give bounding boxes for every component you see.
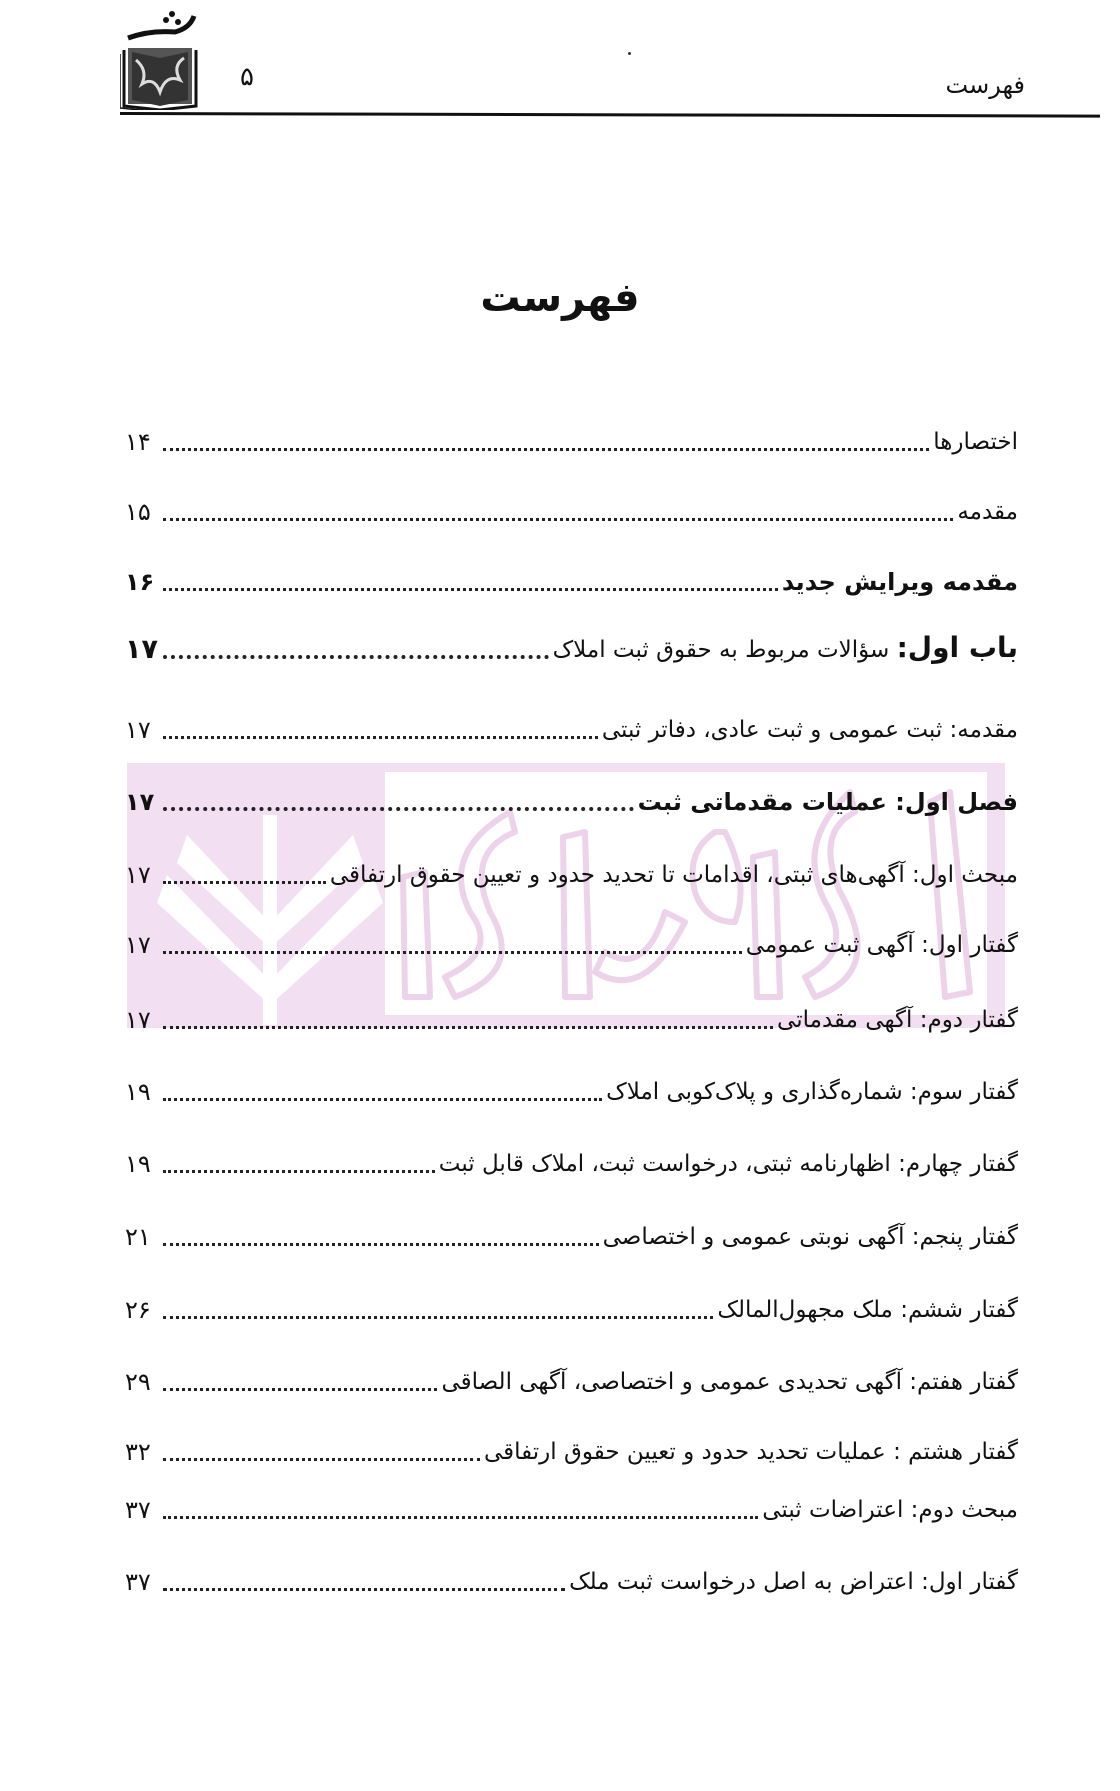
- dot-leader: [163, 1315, 713, 1319]
- toc-entry-title: گفتار اول: اعتراض به اصل درخواست ثبت ملک: [569, 1569, 1018, 1595]
- toc-entry-page: ۳۷: [125, 1496, 151, 1524]
- toc-entry[interactable]: [125, 998, 1018, 1038]
- dot-leader: [163, 880, 326, 884]
- toc-entry-title: گفتار اول: آگهی ثبت عمومی: [745, 932, 1018, 958]
- toc-entry-title: اختصارها: [933, 429, 1018, 455]
- toc-entry-page: ۱۷: [125, 788, 155, 816]
- dot-leader: [163, 1242, 599, 1246]
- dot-leader: [163, 1387, 437, 1391]
- toc-entry-page: ۱۹: [125, 1150, 151, 1178]
- toc-entry-page: ۱۹: [125, 1078, 151, 1106]
- toc-entry-page: ۳۷: [125, 1568, 151, 1596]
- toc-entry-page: ۳۲: [125, 1438, 151, 1466]
- toc-entry-title: مقدمه: ثبت عمومی و ثبت عادی، دفاتر ثبتی: [601, 717, 1018, 743]
- toc-entry[interactable]: [125, 708, 1018, 748]
- toc-entry-section[interactable]: [125, 780, 1018, 820]
- toc-entry[interactable]: [125, 1070, 1018, 1110]
- toc-entry-page: ۲۱: [125, 1223, 151, 1251]
- toc-entry-page: ۱۷: [125, 716, 151, 744]
- dot-leader: [163, 1169, 435, 1173]
- toc-entry-title: گفتار ششم: ملک مجهول‌المالک: [717, 1297, 1018, 1323]
- toc-entry[interactable]: [125, 420, 1018, 460]
- toc-entry[interactable]: [125, 1360, 1018, 1400]
- page-number: ۵: [240, 62, 254, 92]
- toc-entry-title: مبحث اول: آگهی‌های ثبتی، اقدامات تا تحدید حدود و تعیین حقوق ارتفاقی: [329, 862, 1018, 888]
- dot-leader: [163, 1097, 602, 1101]
- dot-leader: [163, 447, 929, 451]
- dot-leader: [163, 1587, 565, 1591]
- dot-leader: [163, 735, 598, 739]
- toc-entry[interactable]: [125, 1488, 1018, 1528]
- toc-entry[interactable]: [125, 1142, 1018, 1182]
- toc-entry[interactable]: [125, 1215, 1018, 1255]
- dot-leader: [163, 517, 953, 521]
- toc-entry[interactable]: [125, 1430, 1018, 1470]
- toc-entry-page: ۱۷: [125, 1006, 151, 1034]
- dot-leader: [163, 1457, 480, 1461]
- dot-leader: [163, 1025, 773, 1029]
- toc-entry-title: مقدمه ویرایش جدید: [781, 568, 1018, 596]
- toc-entry-page: ۱۶: [125, 568, 155, 596]
- toc-entry[interactable]: [125, 853, 1018, 893]
- toc-entry[interactable]: [125, 1288, 1018, 1328]
- toc-entry-page: ۱۷: [125, 861, 151, 889]
- dot-leader: [163, 654, 549, 659]
- toc-entry-title: گفتار سوم: شماره‌گذاری و پلاک‌کوبی املاک: [606, 1079, 1018, 1105]
- toc-entry[interactable]: [125, 490, 1018, 530]
- toc-entry[interactable]: [125, 923, 1018, 963]
- dot-leader: [163, 950, 742, 954]
- toc-entry-title: گفتار چهارم: اظهارنامه ثبتی، درخواست ثبت، املاک قابل ثبت: [438, 1151, 1018, 1177]
- running-header-title: فهرست: [945, 71, 1025, 99]
- dot-leader: [163, 806, 634, 811]
- page-title: فهرست: [480, 275, 640, 321]
- toc-entry-page: ۱۴: [125, 428, 151, 456]
- toc-entry[interactable]: [125, 560, 1018, 600]
- toc-entry-title: گفتار پنجم: آگهی نوبتی عمومی و اختصاصی: [602, 1224, 1018, 1250]
- toc-entry-chapter[interactable]: [125, 628, 1018, 668]
- toc-entry-title: گفتار هفتم: آگهی تحدیدی عمومی و اختصاصی، آگهی الصاقی: [441, 1369, 1018, 1395]
- toc-entry-title: گفتار دوم: آگهی مقدماتی: [777, 1007, 1018, 1033]
- toc-entry-title: باب اول: سؤالات مربوط به حقوق ثبت املاک: [552, 631, 1018, 664]
- toc-entry-title: مبحث دوم: اعتراضات ثبتی: [762, 1497, 1018, 1523]
- dot-leader: [163, 1515, 758, 1519]
- toc-entry-title: گفتار هشتم : عملیات تحدید حدود و تعیین حقوق ارتفاقی: [483, 1439, 1018, 1465]
- toc-entry-title: مقدمه: [957, 499, 1018, 525]
- toc-entry-page: ۱۷: [125, 931, 151, 959]
- toc-entry-title: فصل اول: عملیات مقدماتی ثبت: [637, 788, 1018, 816]
- toc-entry-page: ۱۵: [125, 498, 151, 526]
- dot-leader: [163, 587, 778, 591]
- toc-entry-page: ۱۷: [125, 634, 158, 665]
- toc-entry[interactable]: [125, 1560, 1018, 1600]
- toc-entry-page: ۲۹: [125, 1368, 151, 1396]
- toc-entry-page: ۲۶: [125, 1296, 151, 1324]
